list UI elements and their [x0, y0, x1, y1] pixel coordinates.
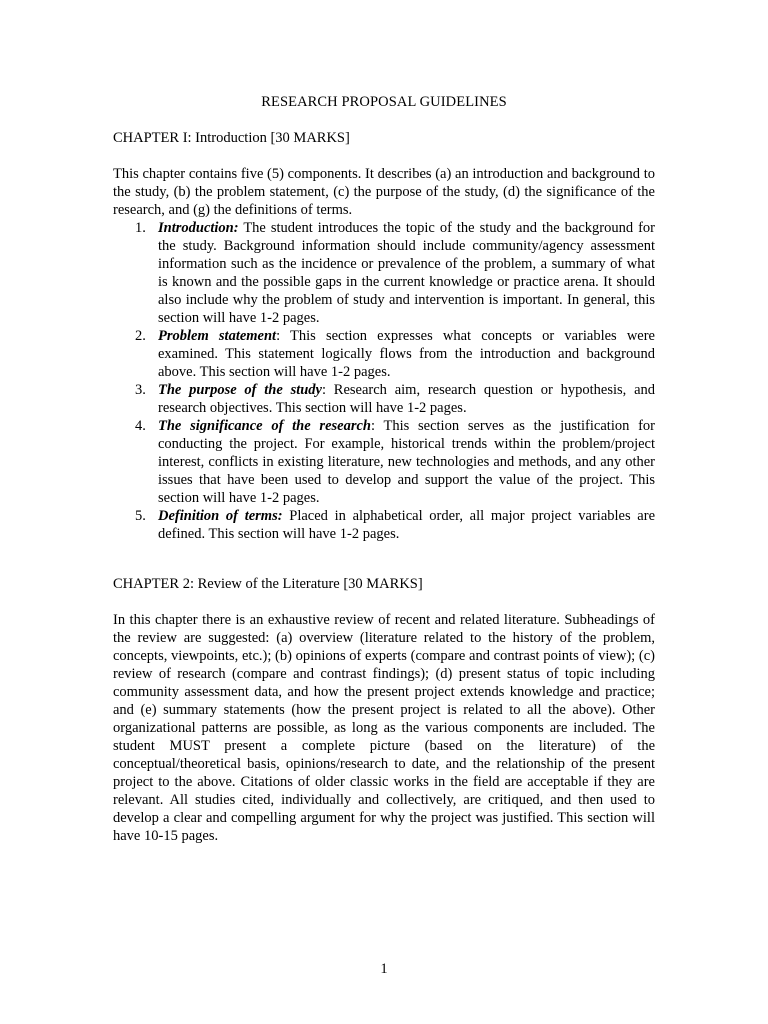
list-item-term: Definition of terms: [158, 508, 283, 524]
chapter-2-body: In this chapter there is an exhaustive review of recent and related literature. Subheadings of the review are suggested: (a) overview (literature related to the history of the problem, concepts, viewpoints, etc.); (b) opinions of experts (compare and contrast points of view); (c) review of research (compare and contrast findings); (d) present status of topic including community assessment data, and how the present project extends knowledge and practice; and (e) summary statements (how the present project is related to all the above). Other organizational patterns are possible, as long as the various components are included. The student MUST present a complete picture (based on the literature) of the conceptual/theoretical basis, opinions/research to date, and the relationship of the present project to the above. Citations of older classic works in the field are acceptable if they are relevant. All studies cited, individually and collectively, are critiqued, and then used to develop a clear and compelling argument for why the project was justified. This section will have 10-15 pages. [113, 612, 655, 844]
list-item-number: 2. [135, 328, 146, 344]
list-item [113, 417, 655, 507]
document-title: RESEARCH PROPOSAL GUIDELINES [261, 94, 507, 110]
list-item [113, 327, 655, 381]
list-item [113, 219, 655, 327]
list-item-term: Problem statement [158, 328, 277, 344]
list-item-text: Placed in alphabetical order, all major project variables are defined. This section will have 1-2 pages. [158, 508, 656, 542]
list-item [113, 381, 655, 417]
list-item-text: : This section serves as the justification for conducting the project. For example, historical trends within the problem/project interest, conflicts in existing literature, new technologies and methods, and any other issues that have been used to develop and support the value of the project. This section will have 1-2 pages. [158, 418, 655, 506]
list-item-number: 4. [135, 418, 146, 434]
chapter-1-intro: This chapter contains five (5) components. It describes (a) an introduction and background to the study, (b) the problem statement, (c) the purpose of the study, (d) the significance of the research, and (g) the definitions of terms. [113, 166, 655, 218]
list-item-number: 1. [135, 220, 146, 236]
list-item-text: : This section expresses what concepts or variables were examined. This statement logically flows from the introduction and background above. This section will have 1-2 pages. [158, 328, 655, 380]
list-item-text: The student introduces the topic of the study and the background for the study. Background information should include community/agency assessment information such as the incidence or prevalence of the problem, a summary of what is known and the possible gaps in the current knowledge or practice arena. It should also include why the problem of study and intervention is important. In general, this section will have 1-2 pages. [158, 220, 655, 326]
list-item-number: 3. [135, 382, 146, 398]
list-item-number: 5. [135, 508, 146, 524]
list-item-text: : Research aim, research question or hypothesis, and research objectives. This section will have 1-2 pages. [158, 382, 655, 416]
chapter-1-heading: CHAPTER I: Introduction [30 MARKS] [113, 130, 350, 146]
page-number: 1 [380, 961, 388, 977]
chapter-1-component-list [113, 219, 655, 543]
chapter-2-heading: CHAPTER 2: Review of the Literature [30 MARKS] [113, 576, 423, 592]
list-item-term: The purpose of the study [158, 382, 322, 398]
list-item-term: Introduction: [158, 220, 239, 236]
list-item [113, 507, 655, 543]
list-item-term: The significance of the research [158, 418, 371, 434]
